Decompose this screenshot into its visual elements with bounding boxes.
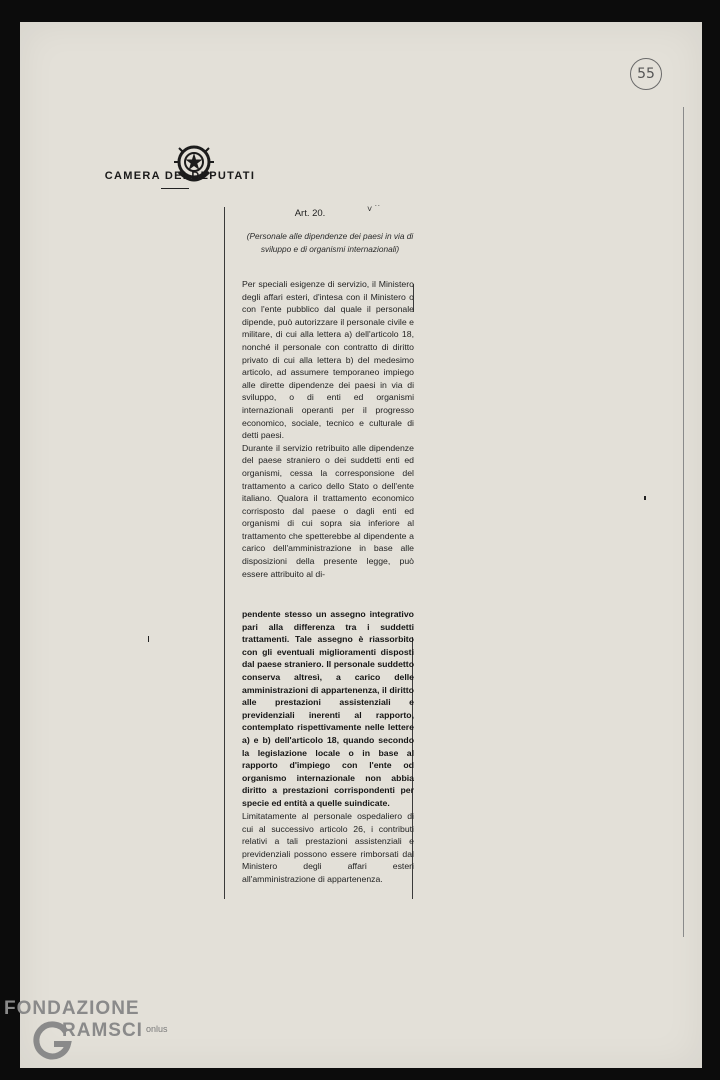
document-page — [20, 22, 702, 1068]
article-paragraph-2: Durante il servizio retribuito alle dipendenze del paese straniero o dei suddetti enti ed organismi, cessa la corresponsione del trattamento a carico dello Stato o dell'ente italiano. Qualora il trattamento economico corrisposto dal paese o dagli enti ed organismi di cui sopra sia inferiore al trattamento che spetterebbe al dipendente a carico dell'amministrazione in base alle disposizioni della presente legge, può essere attribuito al di- — [242, 442, 414, 579]
article-text-column-top — [242, 278, 414, 580]
watermark-line-1: FONDAZIONE — [4, 998, 140, 1019]
article-title: Art. 20. — [294, 208, 326, 219]
watermark-suffix: onlus — [146, 1024, 168, 1034]
handwritten-page-number: 55 — [630, 58, 662, 90]
article-text-column-bottom — [242, 810, 414, 886]
institution-name: CAMERA DEI DEPUTATI — [104, 170, 256, 182]
watermark-g-logo-icon — [32, 1020, 74, 1062]
archive-watermark — [4, 998, 204, 1042]
scan-speck — [148, 636, 149, 642]
header-divider — [161, 188, 189, 189]
article-title-mark: ˅ ˙˙ — [367, 204, 381, 214]
scan-speck — [644, 496, 646, 500]
article-paragraph-4: Limitatamente al personale ospedaliero di cui al successivo articolo 26, i contributi relativi a tali prestazioni assistenziali e previdenziali possono essere rimborsati dal Ministero degli affari esteri all'amministrazione di appartenenza. — [242, 811, 414, 884]
left-margin-rule — [224, 207, 225, 899]
article-heading: (Personale alle dipendenze dei paesi in via di sviluppo e di organismi internazionali) — [246, 231, 414, 254]
article-paragraph-1: Per speciali esigenze di servizio, il Ministero degli affari esteri, d'intesa con il Ministero o con l'ente pubblico dal quale il personale dipende, può autorizzare il personale civile e militare, di cui alla lettera a) dell'articolo 18, nonché il personale con contratto di diritto privato di cui alla lettera b) del medesimo articolo, ad assumere temporaneo impiego alle dirette dipendenze dei paesi in via di sviluppo, o di enti ed organismi internazionali operanti per il progresso economico, sociale, tecnico e culturale di detti paesi. — [242, 279, 414, 441]
watermark-line-2: RAMSCI — [62, 1020, 143, 1041]
article-text-column-middle — [242, 608, 414, 810]
page-edge-rule — [683, 107, 684, 937]
article-paragraph-3: pendente stesso un assegno integrativo pari alla differenza tra i suddetti trattamenti. Tale assegno è riassorbito con gli eventuali miglioramenti disposti dal paese straniero. Il personale suddetto conserva altresì, a carico delle amministrazioni di appartenenza, il diritto alle prestazioni assistenziali e previdenziali inerenti al rapporto, contemplato rispettivamente nelle lettere a) e b) dell'articolo 18, quando secondo la legislazione locale o in base al rapporto d'impiego con l'ente od organismo internazionale non abbia diritto a prestazioni corrispondenti per specie ed entità a quelle suindicate. — [242, 609, 414, 808]
